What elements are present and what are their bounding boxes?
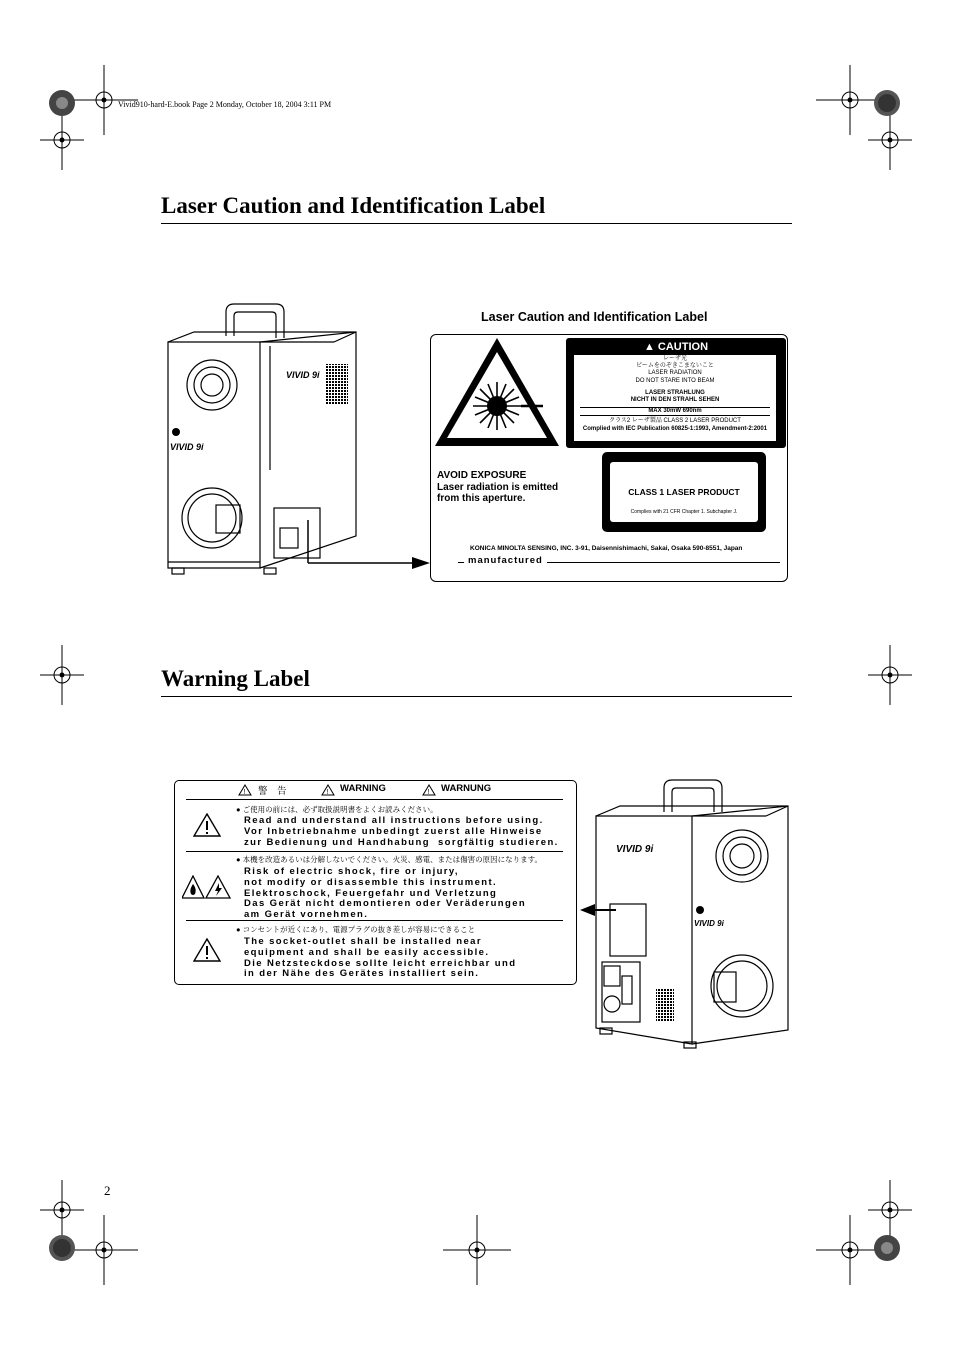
- caution-line: DO NOT STARE INTO BEAM: [635, 377, 715, 384]
- caution-exclamation-icon: [193, 813, 221, 837]
- laser-hazard-icon: [433, 336, 561, 448]
- warning-head-de: WARNUNG: [441, 783, 492, 794]
- warning-triangle-icon: [238, 784, 252, 796]
- device-brand-text: VIVID 9i: [170, 442, 204, 452]
- warning-section-title: Warning Label: [161, 666, 310, 691]
- warning-divider: [186, 920, 563, 921]
- block2-jp-text: 本機を改造あるいは分解しないでください。火災、感電、または傷害の原因になります。: [242, 855, 543, 864]
- class1-sub: Complies with 21 CFR Chapter 1. Subchapter J.: [630, 509, 738, 515]
- block3-en: The socket-outlet shall be installed near equipment and shall be easily accessible. Die Netzsteckdose sollte leicht erreichbar und in der Nähe des Gerätes installiert sein.: [244, 936, 517, 980]
- manufactured-label: manufactured: [464, 555, 547, 566]
- block1-jp: ● ご使用の前には、必ず取扱説明書をよくお読みください。: [236, 805, 438, 814]
- caution-exclamation-icon: [193, 938, 221, 962]
- caution-iec: Complied with IEC Publication 60825-1:1993, Amendment-2:2001: [582, 425, 768, 432]
- fire-shock-icons: [182, 875, 232, 899]
- class1-label: [602, 452, 766, 532]
- block1-en: Read and understand all instructions before using. Vor Inbetriebnahme unbedingt zuerst alle Hinweise zur Bedienung und Handhabung sorgfältig studieren.: [244, 815, 559, 848]
- caution-line: レーザ光: [662, 356, 687, 362]
- svg-text:!: !: [427, 789, 430, 796]
- svg-text:VIVID 9i: VIVID 9i: [616, 844, 654, 855]
- warning-triangle-icon: [321, 784, 335, 796]
- block2-jp: ● 本機を改造あるいは分解しないでください。火災、感電、または傷害の原因になります。: [236, 855, 543, 864]
- caution-line: ビームをのぞきこまないこと: [636, 363, 714, 370]
- caution-label: [566, 338, 786, 448]
- block3-jp-text: コンセントが近くにあり、電源プラグの抜き差しが容易にできること: [242, 925, 476, 934]
- caution-max: MAX 30mW 690nm: [580, 407, 770, 416]
- warning-head-jp: 警 告: [258, 786, 287, 797]
- section-rule: [161, 223, 792, 224]
- warning-divider: [186, 799, 563, 800]
- caution-de-line: LASER STRAHLUNG: [645, 389, 705, 396]
- avoid-line: from this aperture.: [437, 493, 526, 504]
- svg-text:!: !: [326, 789, 329, 796]
- laser-label-heading: Laser Caution and Identification Label: [481, 310, 708, 324]
- avoid-line: AVOID EXPOSURE: [437, 470, 527, 481]
- caution-line: LASER RADIATION: [648, 370, 702, 377]
- page-number: 2: [104, 1183, 111, 1198]
- svg-text:VIVID 9i: VIVID 9i: [694, 919, 724, 928]
- file-info-header: Vivid910-hard-E.book Page 2 Monday, October 18, 2004 3:11 PM: [118, 100, 332, 109]
- warning-head-en: WARNING: [340, 783, 386, 794]
- warning-triangle-icon: ▲: [643, 341, 658, 353]
- caution-title: CAUTION: [657, 341, 709, 353]
- caution-class2: クラス2 レーザ製品 CLASS 2 LASER PRODUCT: [609, 418, 741, 425]
- avoid-exposure-text: [437, 470, 587, 505]
- avoid-line: Laser radiation is emitted: [437, 481, 559, 493]
- caution-de-line: NICHT IN DEN STRAHL SEHEN: [630, 397, 720, 404]
- section-rule: [161, 696, 792, 697]
- class1-title: CLASS 1 LASER PRODUCT: [628, 487, 740, 497]
- pointer-arrow: [300, 520, 440, 580]
- block3-jp: ● コンセントが近くにあり、電源プラグの抜き差しが容易にできること: [236, 925, 476, 934]
- warning-divider: [186, 851, 563, 852]
- svg-text:!: !: [243, 789, 246, 796]
- warning-triangle-icon: [422, 784, 436, 796]
- laser-section-title: Laser Caution and Identification Label: [161, 193, 546, 218]
- block2-en: Risk of electric shock, fire or injury, not modify or disassemble this instrument. Elektroschock, Feuergefahr und Verletzung Das Gerät nicht demontieren oder Veräderungen am Gerät vornehmen.: [244, 866, 527, 921]
- manufacturer-address: KONICA MINOLTA SENSING, INC. 3-91, Daisennishimachi, Sakai, Osaka 590-8551, Japan: [470, 545, 743, 552]
- block1-jp-text: ご使用の前には、必ず取扱説明書をよくお読みください。: [242, 805, 438, 814]
- device-rear-illustration: [592, 776, 792, 1051]
- svg-text:VIVID 9i: VIVID 9i: [286, 370, 320, 380]
